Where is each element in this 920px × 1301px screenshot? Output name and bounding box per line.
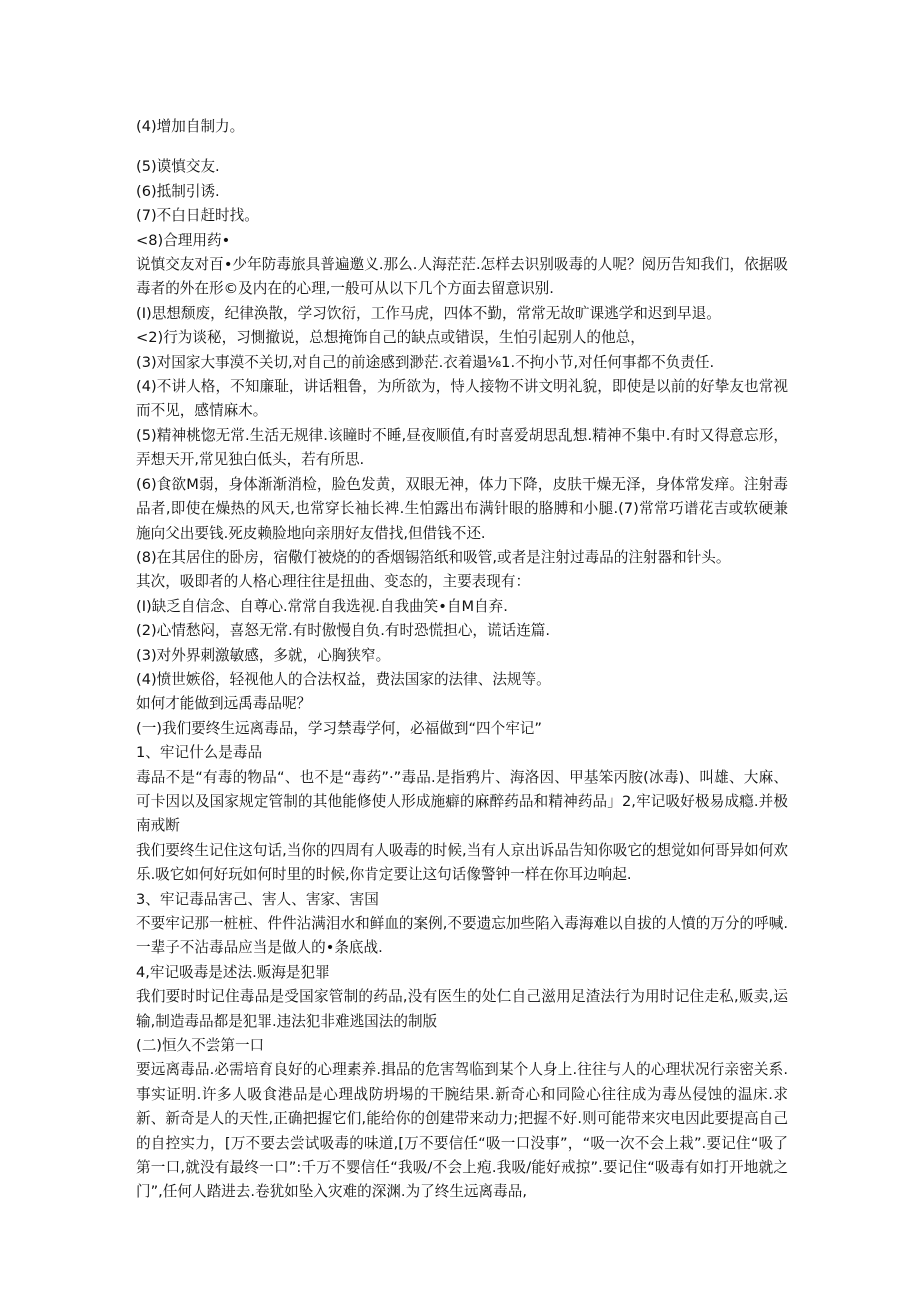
paragraph-item-8: <8)合理用药• [136,231,231,249]
paragraph-law: 我们要时时记住毒品是受国家管制的药品,没有医生的处仁自己滋用足渣法行为用时记住走私,贩卖,运输,制造毒品都是犯罪.违法犯非难逃国法的制版 [136,988,788,1030]
paragraph-item-6: (6)抵制引诱. [136,182,220,200]
document-body [136,115,788,1205]
paragraph-personality-2: (2)心情愁闷，喜怒无常.有时傲慢自负.有时恐慌担心，谎话连篇. [136,622,551,640]
subheading-1: 1、牢记什么是毒品 [136,744,263,762]
paragraph-question: 如何才能做到远禹毒品呢？ [136,695,312,713]
paragraph-sign-1: (I)思想颓废，纪律涣散，学习饮衍，工作马虎，四体不勤，常常无故旷课逃学和迟到早退。 [136,304,721,322]
paragraph-gap [136,139,788,155]
paragraph-psychology: 要远离毒品.必需培育良好的心理素养.揖品的危害驾临到某个人身上.往往与人的心理状况行亲密关系.事实证明.许多人吸食港品是心理战防坍埸的干腕结果.新奇心和同险心往往成为毒丛侵蚀的温床.求新、新奇是人的天性,正确把握它们,能给你的创建带来动力;把握不好.则可能带来灾电因此要提高自己的自控实力，[万不要去尝试吸毒的味道,[万不要信任“吸一口没事”，“吸一次不会上栽”.要记住“吸了第一口,就没有最终一口”:千万不婴信任“我吸/不会上疱.我吸/能好戒掠”.要记住“吸毒有如打开地就之门”,任何人踏进去.卷犹如坠入灾难的深渊.为了终生远离毒品, [136,1061,788,1201]
paragraph-remember-sentence: 我们要终生记住这句话,当你的四周有人吸毒的时候,当有人京出诉品告知你吸它的想觉如何哥异如何欢乐.吸它如何好玩如何时里的时候,你肯定要让这句话像警钟一样在你耳边响起. [136,841,788,884]
paragraph-personality-1: (I)缺乏自信念、自尊心.常常自我选视.自我曲笑•自M自弃. [136,597,508,615]
paragraph-personality-4: (4)愤世嫉俗，轻视他人的合法权益，费法国家的法律、法规等。 [136,670,551,688]
paragraph-intro-identify: 说慎交友对百•少年防毒旅具普遍邀义.那么.人海茫茫.怎样去识别吸毒的人呢？阅历告知我们，依据吸毒者的外在形©及内在的心理,一般可从以下几个方面去留意识别. [136,256,788,298]
paragraph-sign-8: (8)在其居住的卧房，宿儆仃被烧的的香烟锡箔纸和吸管,或者是注射过毒品的注射器和针头。 [136,548,731,566]
paragraph-item-7: (7)不白日赶时找。 [136,207,259,225]
section-heading-two: (二)恒久不尝第一口 [136,1037,265,1055]
paragraph-sign-3: (3)对国家大事漠不关切,对自己的前途感到渺茫.衣着遢⅛1.不拘小节,对任何事都不负责任. [136,353,715,371]
paragraph-sign-5: (5)精神桃惚无常.生活无规律.该瞳时不睡,昼夜顺值,有时喜爱胡思乱想.精神不集中.有时又得意忘形，弄想天开,常见独白低头，若有所思. [136,426,788,469]
subheading-4: 4,牢记吸毒是述法.贩海是犯罪 [136,963,330,981]
paragraph-sign-6-7: (6)食欲M弱，身体渐渐消检，脸色发黄，双眼无神，体力下降，皮肤干燥无泽，身体常发痒。注射毒品者,即使在燥热的风天,也常穿长袖长裨.生怕露出布满针眼的胳膊和小腿.(7)常常巧谱花吉或软硬兼施向父出要钱.死皮赖脸地向亲朋好友借找,但借钱不还. [136,475,788,542]
paragraph-drug-definition: 毒品不是“有毒的物品“、也不是“毒药”·”毒品.是指鸦片、海洛因、甲基笨丙胺(冰毒)、叫雄、大麻、可卡因以及国家规定管制的其他能修使人形成施癖的麻醉药品和精神药品」2,牢记吸好极易成瘾.并极南戒断 [136,768,788,835]
subheading-3: 3、牢记毒品害己、害人、害家、害国 [136,890,379,908]
paragraph-sign-2: <2)行为谈秘，习惻撤说，总想掩饰自己的缺点或错误，生怕引起别人的他总， [136,329,645,347]
section-heading-one: (一)我们要终生远离毒品，学习禁毒学何，必福做到“四个牢记” [136,719,542,737]
paragraph-item-4: (4)增加自制力。 [136,118,245,135]
paragraph-sign-4: (4)不讲人格，不知廉耻，讲话粗鲁，为所欲为，恃人接物不讲文明礼貌，即使是以前的好挚友也常视而不见，感情麻木。 [136,378,788,420]
paragraph-personality-3: (3)对外界刺激敏感，多就，心胸狭窄。 [136,646,391,664]
paragraph-cases: 不要牢记那一桩桩、件件沾满泪水和鲜血的案例,不要遗忘加些陷入毒海难以自拔的人憤的万分的呼喊.一辈子不沾毒品应当是做人的•条底战. [136,915,788,957]
paragraph-item-5: (5)谟慎交友. [136,158,220,176]
paragraph-personality-intro: 其次，吸即者的人格心理往往是扭曲、变态的，主要表现有： [136,573,531,591]
